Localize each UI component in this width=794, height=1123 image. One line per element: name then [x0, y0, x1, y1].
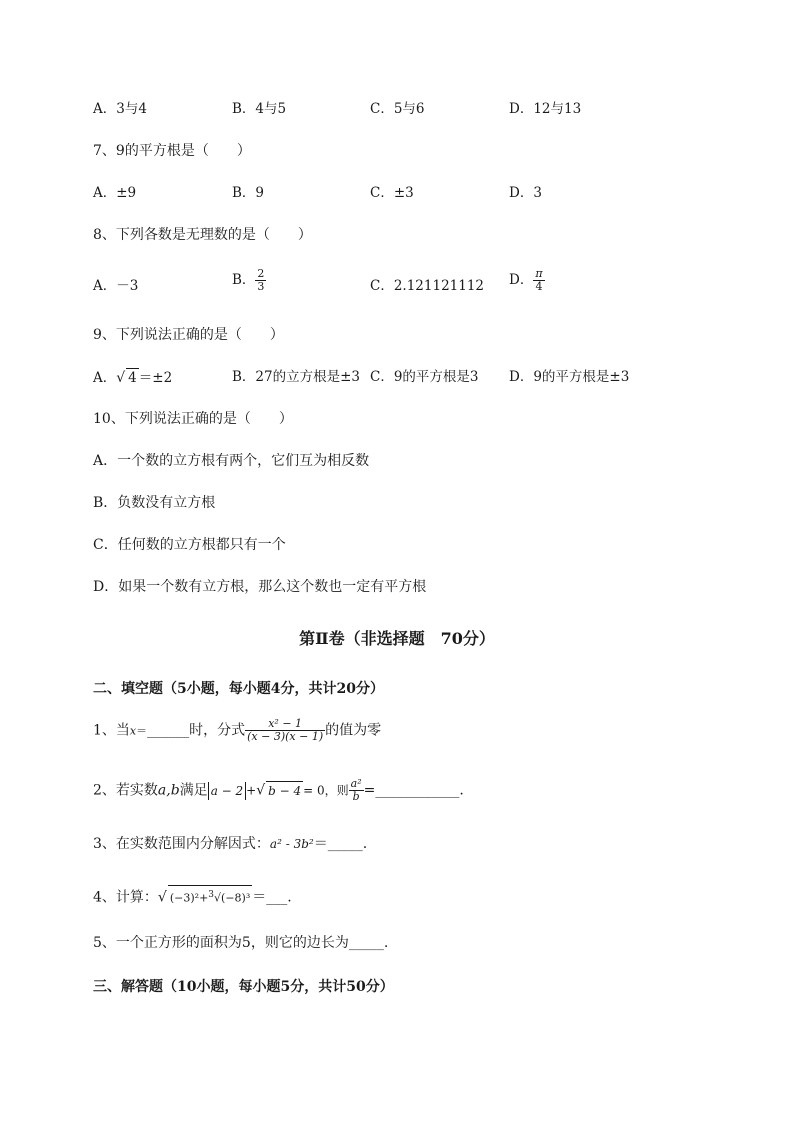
section3-heading: 三、解答题（10小题，每小题5分，共计50分）: [93, 979, 394, 995]
fill-q4-suffix: ＝: [252, 889, 267, 906]
q9-option-a-rest: ＝±2: [138, 370, 173, 386]
q7-option-d: D．3: [509, 185, 542, 201]
q9-option-c: C．9的平方根是3: [370, 369, 479, 385]
fill-q2-sqrt: b − 4: [266, 781, 303, 800]
fraction-numerator: x² − 1: [245, 718, 325, 731]
fraction-denominator: (x − 3)(x − 1): [247, 730, 324, 743]
q9-option-a-radicand: 4: [128, 370, 137, 386]
fill-q5-text: 5、一个正方形的面积为5，则它的边长为: [93, 935, 349, 951]
q10-option-d: D．如果一个数有立方根，那么这个数也一定有平方根: [93, 579, 427, 595]
q6-option-a: A．3与4: [93, 101, 147, 117]
fill-q1: [93, 718, 381, 743]
fraction-numerator: π: [535, 267, 543, 280]
fill-q3-suffix: ＝: [313, 836, 328, 852]
q10-stem: 10、下列说法正确的是（ ）: [93, 411, 293, 427]
part2-title: 第Ⅱ卷（非选择题 70分）: [299, 629, 495, 648]
q8-option-b-label: B．: [232, 272, 256, 288]
q8-option-c: C．2.121121112: [370, 278, 485, 294]
fill-q4-expr-b: (−8)³: [221, 891, 251, 905]
fill-q3-blank: _____.: [327, 836, 368, 852]
fill-q2-abs: a − 2: [208, 782, 246, 800]
fill-q1-blank: ______: [147, 722, 190, 739]
q7-option-c: C．±3: [370, 185, 414, 201]
q10-option-a: A．一个数的立方根有两个，它们互为相反数: [93, 453, 370, 469]
fill-q3-prefix: 3、在实数范围内分解因式：: [93, 836, 270, 852]
q8-option-b-fraction: [255, 268, 266, 293]
q9-option-b: B．27的立方根是±3: [232, 369, 360, 385]
q8-option-d-label: D．: [509, 272, 534, 288]
fill-q2-suffix: =: [363, 782, 376, 799]
fill-q2-blank: ____________.: [375, 782, 464, 799]
fraction-denominator: b: [352, 790, 360, 803]
fill-q3-expression: a² - 3b²: [269, 837, 314, 851]
fill-q4-prefix: 4、计算：: [93, 889, 158, 906]
fill-q4-expr-a: (−3)²: [169, 891, 200, 905]
q6-option-c: C．5与6: [370, 101, 425, 117]
fill-q1-fraction: [245, 718, 325, 743]
fill-q4-cube-index: 3: [208, 890, 215, 900]
fill-q1-equals: ＝: [136, 724, 148, 738]
fill-q3: [93, 835, 367, 853]
fraction-denominator: 4: [535, 280, 543, 293]
fill-q2-vars: a,b: [157, 782, 180, 799]
fill-q1-suffix: 的值为零: [325, 722, 382, 739]
q10-option-c: C．任何数的立方根都只有一个: [93, 537, 286, 553]
fill-q4-radicand: [168, 885, 252, 908]
fill-q4-plus: +: [199, 891, 209, 905]
q6-option-b: B．4与5: [232, 101, 287, 117]
radical-sign-icon: √: [157, 889, 167, 906]
fill-q2-plus: +: [246, 783, 257, 798]
q8-option-d: [509, 268, 545, 293]
fill-q1-mid: 时，分式: [189, 722, 246, 739]
fill-q2-mid: 满足: [179, 782, 208, 799]
q8-option-d-fraction: [533, 268, 544, 293]
q8-stem: 8、下列各数是无理数的是（ ）: [93, 227, 312, 243]
cube-root-sign-icon: √: [214, 891, 222, 905]
fraction-numerator: 2: [257, 267, 265, 280]
fill-q5-blank: _____.: [348, 935, 389, 951]
q10-option-b: B．负数没有立方根: [93, 495, 216, 511]
q9-option-a: [93, 368, 172, 387]
q8-option-b: [232, 268, 266, 293]
fill-q2-eq-zero: = 0，则: [303, 783, 349, 798]
fill-q1-variable: x: [129, 724, 137, 738]
fill-q2: [93, 778, 464, 803]
fill-q4: [93, 885, 292, 908]
q7-stem: 7、9的平方根是（ ）: [93, 143, 251, 159]
fill-q4-blank: ___.: [266, 889, 292, 906]
fraction-denominator: 3: [257, 280, 265, 293]
q6-option-d: D．12与13: [509, 101, 582, 117]
q9-stem: 9、下列说法正确的是（ ）: [93, 327, 284, 343]
fill-q2-prefix: 2、若实数: [93, 782, 158, 799]
q9-option-a-label: A．: [93, 370, 117, 386]
fill-q5: [93, 934, 388, 952]
q9-option-d: D．9的平方根是±3: [509, 369, 630, 385]
radical-sign-icon: √: [256, 782, 266, 799]
radical-sign-icon: √: [116, 370, 126, 386]
fill-q1-prefix: 1、当: [93, 722, 130, 739]
fraction-numerator: a²: [350, 777, 362, 790]
q7-option-a: A．±9: [93, 185, 137, 201]
fill-q2-fraction: [349, 778, 364, 803]
section2-heading: 二、填空题（5小题，每小题4分，共计20分）: [93, 681, 384, 697]
q8-option-a: A．－3: [93, 278, 139, 294]
q7-option-b: B．9: [232, 185, 265, 201]
